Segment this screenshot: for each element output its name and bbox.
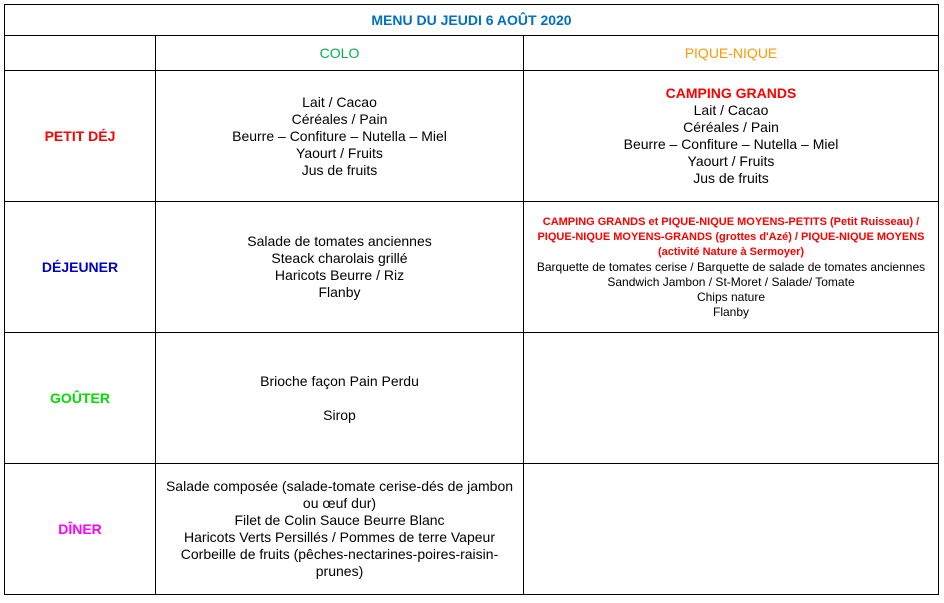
menu-line: Haricots Verts Persillés / Pommes de terre Vapeur: [184, 529, 495, 545]
column-header-pique-nique: PIQUE-NIQUE: [524, 36, 939, 71]
meal-row-gouter: [5, 333, 939, 464]
menu-line: Sirop: [323, 406, 356, 423]
pique-nique-note: CAMPING GRANDS: [665, 85, 797, 101]
menu-line: Beurre – Confiture – Nutella – Miel: [623, 136, 839, 152]
spacer: [160, 390, 519, 407]
menu-line: Haricots Beurre / Riz: [274, 267, 405, 283]
menu-line: Lait / Cacao: [693, 102, 769, 118]
menu-line: Flanby: [318, 284, 361, 300]
colo-cell-petit-dej: [156, 71, 524, 202]
header-row: [5, 36, 939, 71]
meal-label-petit-dej: PETIT DÉJ: [5, 71, 156, 202]
menu-line: Chips nature: [696, 289, 766, 304]
menu-line: Flanby: [712, 304, 750, 319]
colo-cell-gouter: [156, 333, 524, 464]
colo-cell-dejeuner: [156, 202, 524, 333]
menu-line: Beurre – Confiture – Nutella – Miel: [232, 127, 447, 144]
menu-line: Jus de fruits: [693, 170, 769, 186]
menu-line: Yaourt / Fruits: [296, 144, 383, 161]
column-header-colo: COLO: [156, 36, 524, 71]
menu-line: Salade composée (salade-tomate cerise-dés de jambon ou œuf dur): [165, 478, 514, 511]
menu-line: Salade de tomates anciennes: [247, 233, 432, 249]
menu-line: Sandwich Jambon / St-Moret / Salade/ Tomate: [607, 274, 855, 289]
meal-row-diner: [5, 464, 939, 595]
menu-title: MENU DU JEUDI 6 AOÛT 2020: [5, 5, 939, 36]
meal-row-petit-dej: [5, 71, 939, 202]
meal-label-diner: DÎNER: [5, 464, 156, 595]
pique-nique-note: CAMPING GRANDS et PIQUE-NIQUE MOYENS-PETITS (Petit Ruisseau) / PIQUE-NIQUE MOYENS-GRANDS (grottes d'Azé) / PIQUE-NIQUE MOYENS (activité Nature à Sermoyer): [537, 215, 925, 258]
menu-line: Céréales / Pain: [683, 119, 779, 135]
menu-table: [4, 4, 939, 595]
menu-line: Céréales / Pain: [291, 110, 388, 127]
meal-row-dejeuner: [5, 202, 939, 333]
menu-line: Steack charolais grillé: [271, 250, 408, 266]
menu-line: Jus de fruits: [301, 161, 378, 178]
header-empty-cell: [5, 36, 156, 71]
menu-line: Corbeille de fruits (pêches-nectarines-poires-raisin-prunes): [180, 546, 499, 579]
meal-label-dejeuner: DÉJEUNER: [5, 202, 156, 333]
menu-line: Brioche façon Pain Perdu: [260, 372, 419, 389]
pique-nique-cell-gouter: [524, 333, 939, 464]
menu-line: Yaourt / Fruits: [687, 153, 775, 169]
title-row: [5, 5, 939, 36]
colo-cell-diner: [156, 464, 524, 595]
meal-label-gouter: GOÛTER: [5, 333, 156, 464]
pique-nique-cell-diner: [524, 464, 939, 595]
pique-nique-cell-petit-dej: [524, 71, 939, 202]
menu-line: Barquette de tomates cerise / Barquette de salade de tomates anciennes: [536, 259, 926, 274]
pique-nique-cell-dejeuner: [524, 202, 939, 333]
menu-line: Lait / Cacao: [302, 93, 377, 110]
menu-line: Filet de Colin Sauce Beurre Blanc: [234, 512, 445, 528]
